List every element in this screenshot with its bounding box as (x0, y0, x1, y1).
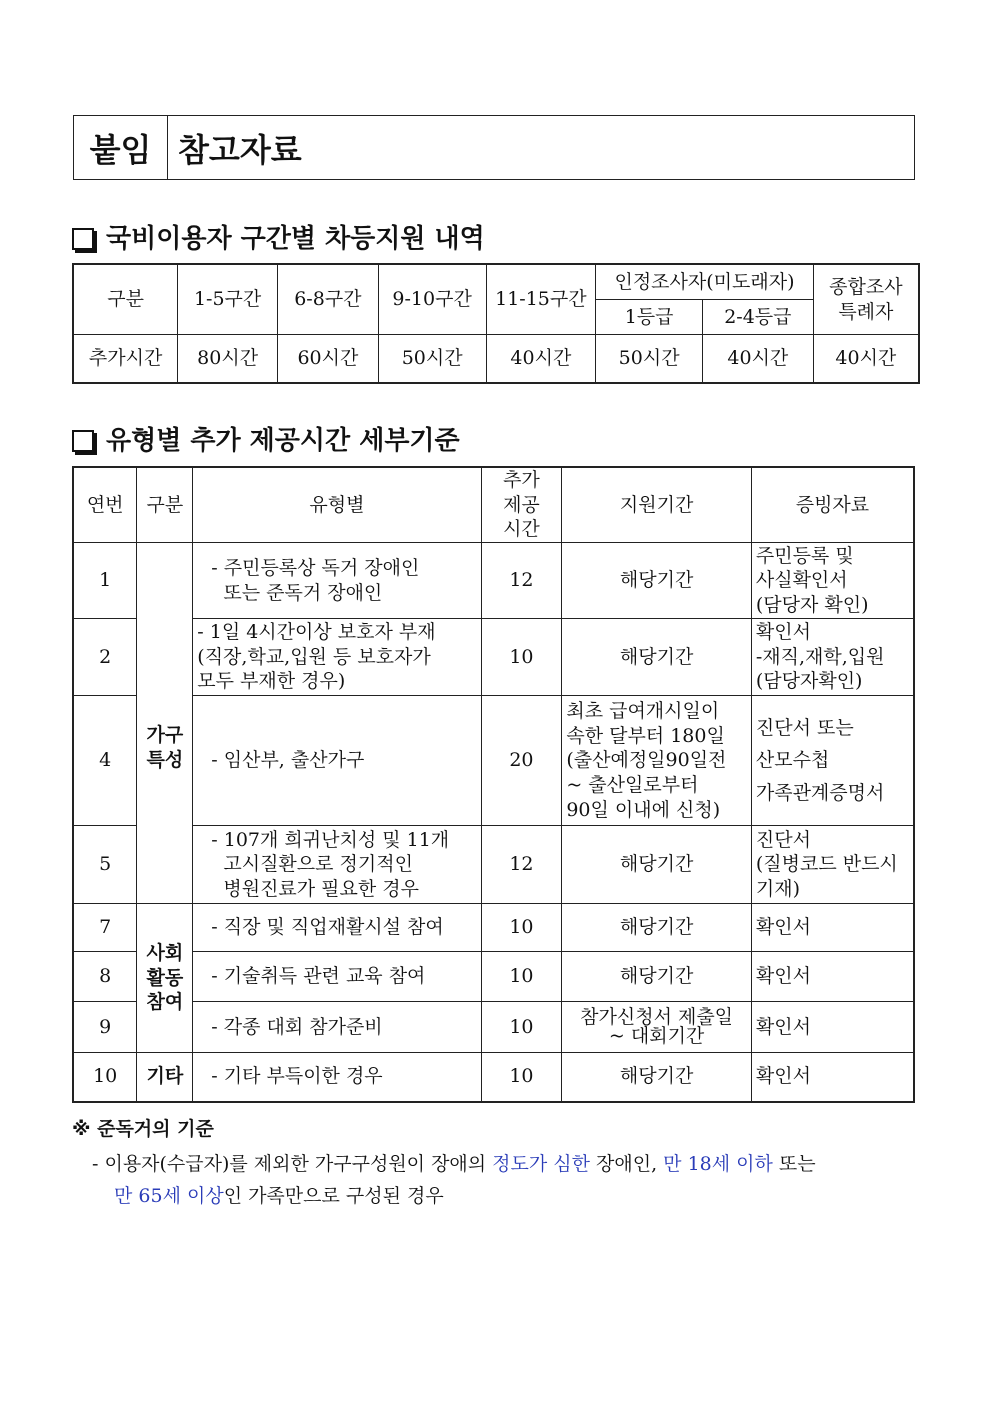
table-row (73, 1002, 914, 1053)
t2-header-evidence: 증빙자료 (751, 467, 914, 543)
row-period: 해당기간 (562, 952, 752, 1002)
row-evidence: 진단서 또는 산모수첩 가족관계증명서 (751, 696, 914, 826)
row-evidence: 확인서 (751, 1053, 914, 1102)
section1-heading (72, 218, 485, 255)
row-evidence: 확인서 (751, 904, 914, 952)
row-no: 10 (73, 1053, 137, 1102)
t2-header-type: 유형별 (193, 467, 481, 543)
t1-cell: 80시간 (178, 335, 278, 383)
t1-cell: 60시간 (278, 335, 379, 383)
t1-cell: 50시간 (378, 335, 486, 383)
t1-row-label: 추가시간 (73, 335, 178, 383)
t1-header-9-10: 9-10구간 (378, 264, 486, 335)
note-text: 장애인, (589, 1153, 664, 1175)
table-row (73, 826, 914, 904)
square-bullet-icon (72, 228, 94, 250)
t1-cell: 50시간 (596, 335, 703, 383)
note-text: 또는 (772, 1153, 816, 1175)
note-body (92, 1148, 922, 1212)
row-evidence: 주민등록 및 사실확인서 (담당자 확인) (751, 543, 914, 619)
note-title: ※ 준독거의 기준 (72, 1118, 214, 1140)
t1-header-injeong: 인정조사자(미도래자) (596, 264, 813, 300)
row-period: 참가신청서 제출일 ~ 대회기간 (562, 1002, 752, 1053)
row-no: 1 (73, 543, 137, 619)
row-hours: 10 (481, 1002, 562, 1053)
row-hours: 12 (481, 543, 562, 619)
row-period: 해당기간 (562, 619, 752, 696)
t2-header-hours: 추가 제공 시간 (481, 467, 562, 543)
row-no: 2 (73, 619, 137, 696)
t1-header-gubun: 구분 (73, 264, 178, 335)
row-no: 7 (73, 904, 137, 952)
row-hours: 10 (481, 904, 562, 952)
row-no: 4 (73, 696, 137, 826)
t1-header-2-4grade: 2-4등급 (702, 300, 813, 335)
row-hours: 20 (481, 696, 562, 826)
row-no: 9 (73, 1002, 137, 1053)
note-highlight: 만 18세 이하 (663, 1153, 773, 1175)
note-text: - 이용자(수급자)를 제외한 가구구성원이 장애의 (92, 1153, 493, 1175)
title-box (73, 115, 915, 180)
row-period: 해당기간 (562, 904, 752, 952)
row-type: - 임산부, 출산가구 (193, 696, 481, 826)
row-period: 해당기간 (562, 543, 752, 619)
row-type: - 기타 부득이한 경우 (193, 1053, 481, 1102)
group-other: 기타 (137, 1053, 193, 1102)
page-title: 참고자료 (178, 130, 302, 169)
row-period: 해당기간 (562, 826, 752, 904)
t2-header-gubun: 구분 (137, 467, 193, 543)
row-period: 최초 급여개시일이 속한 달부터 180일 (출산예정일90일전 ~ 출산일로부터 90일 이내에 신청) (562, 696, 752, 826)
group-household: 가구 특성 (137, 543, 193, 904)
section2-heading (72, 420, 460, 457)
section1-title: 국비이용자 구간별 차등지원 내역 (106, 224, 485, 254)
t1-header-jonghap: 종합조사 특례자 (813, 264, 919, 335)
row-hours: 12 (481, 826, 562, 904)
row-type: - 107개 희귀난치성 및 11개 고시질환으로 정기적인 병원진료가 필요한 경우 (193, 826, 481, 904)
note-highlight: 만 65세 이상 (114, 1185, 224, 1207)
support-table (72, 263, 920, 384)
section2-title: 유형별 추가 제공시간 세부기준 (106, 426, 460, 456)
t1-cell: 40시간 (813, 335, 919, 383)
table-row (73, 904, 914, 952)
criteria-table (72, 466, 915, 1103)
row-evidence: 진단서 (질병코드 반드시 기재) (751, 826, 914, 904)
row-evidence: 확인서 (751, 952, 914, 1002)
title-tag: 붙임 (74, 116, 168, 179)
row-type: - 직장 및 직업재활시설 참여 (193, 904, 481, 952)
t1-header-1grade: 1등급 (596, 300, 703, 335)
row-no: 5 (73, 826, 137, 904)
t2-header-period: 지원기간 (562, 467, 752, 543)
row-evidence: 확인서 -재직,재학,입원 (담당자확인) (751, 619, 914, 696)
row-hours: 10 (481, 1053, 562, 1102)
group-social: 사회 활동 참여 (137, 904, 193, 1053)
table-row (73, 543, 914, 619)
t1-cell: 40시간 (702, 335, 813, 383)
t1-header-11-15: 11-15구간 (486, 264, 596, 335)
t1-header-1-5: 1-5구간 (178, 264, 278, 335)
row-type: - 주민등록상 독거 장애인 또는 준독거 장애인 (193, 543, 481, 619)
square-bullet-icon (72, 430, 94, 452)
table-row (73, 696, 914, 826)
row-type: - 기술취득 관련 교육 참여 (193, 952, 481, 1002)
t1-header-6-8: 6-8구간 (278, 264, 379, 335)
row-hours: 10 (481, 619, 562, 696)
table-row (73, 619, 914, 696)
row-type: - 1일 4시간이상 보호자 부재 (직장,학교,입원 등 보호자가 모두 부재한 경우) (193, 619, 481, 696)
table-row (73, 1053, 914, 1102)
row-type: - 각종 대회 참가준비 (193, 1002, 481, 1053)
note-text: 인 가족만으로 구성된 경우 (223, 1185, 444, 1207)
table-row (73, 952, 914, 1002)
row-no: 8 (73, 952, 137, 1002)
t1-cell: 40시간 (486, 335, 596, 383)
row-hours: 10 (481, 952, 562, 1002)
row-period: 해당기간 (562, 1053, 752, 1102)
row-evidence: 확인서 (751, 1002, 914, 1053)
t2-header-no: 연번 (73, 467, 137, 543)
note-highlight: 정도가 심한 (492, 1153, 590, 1175)
